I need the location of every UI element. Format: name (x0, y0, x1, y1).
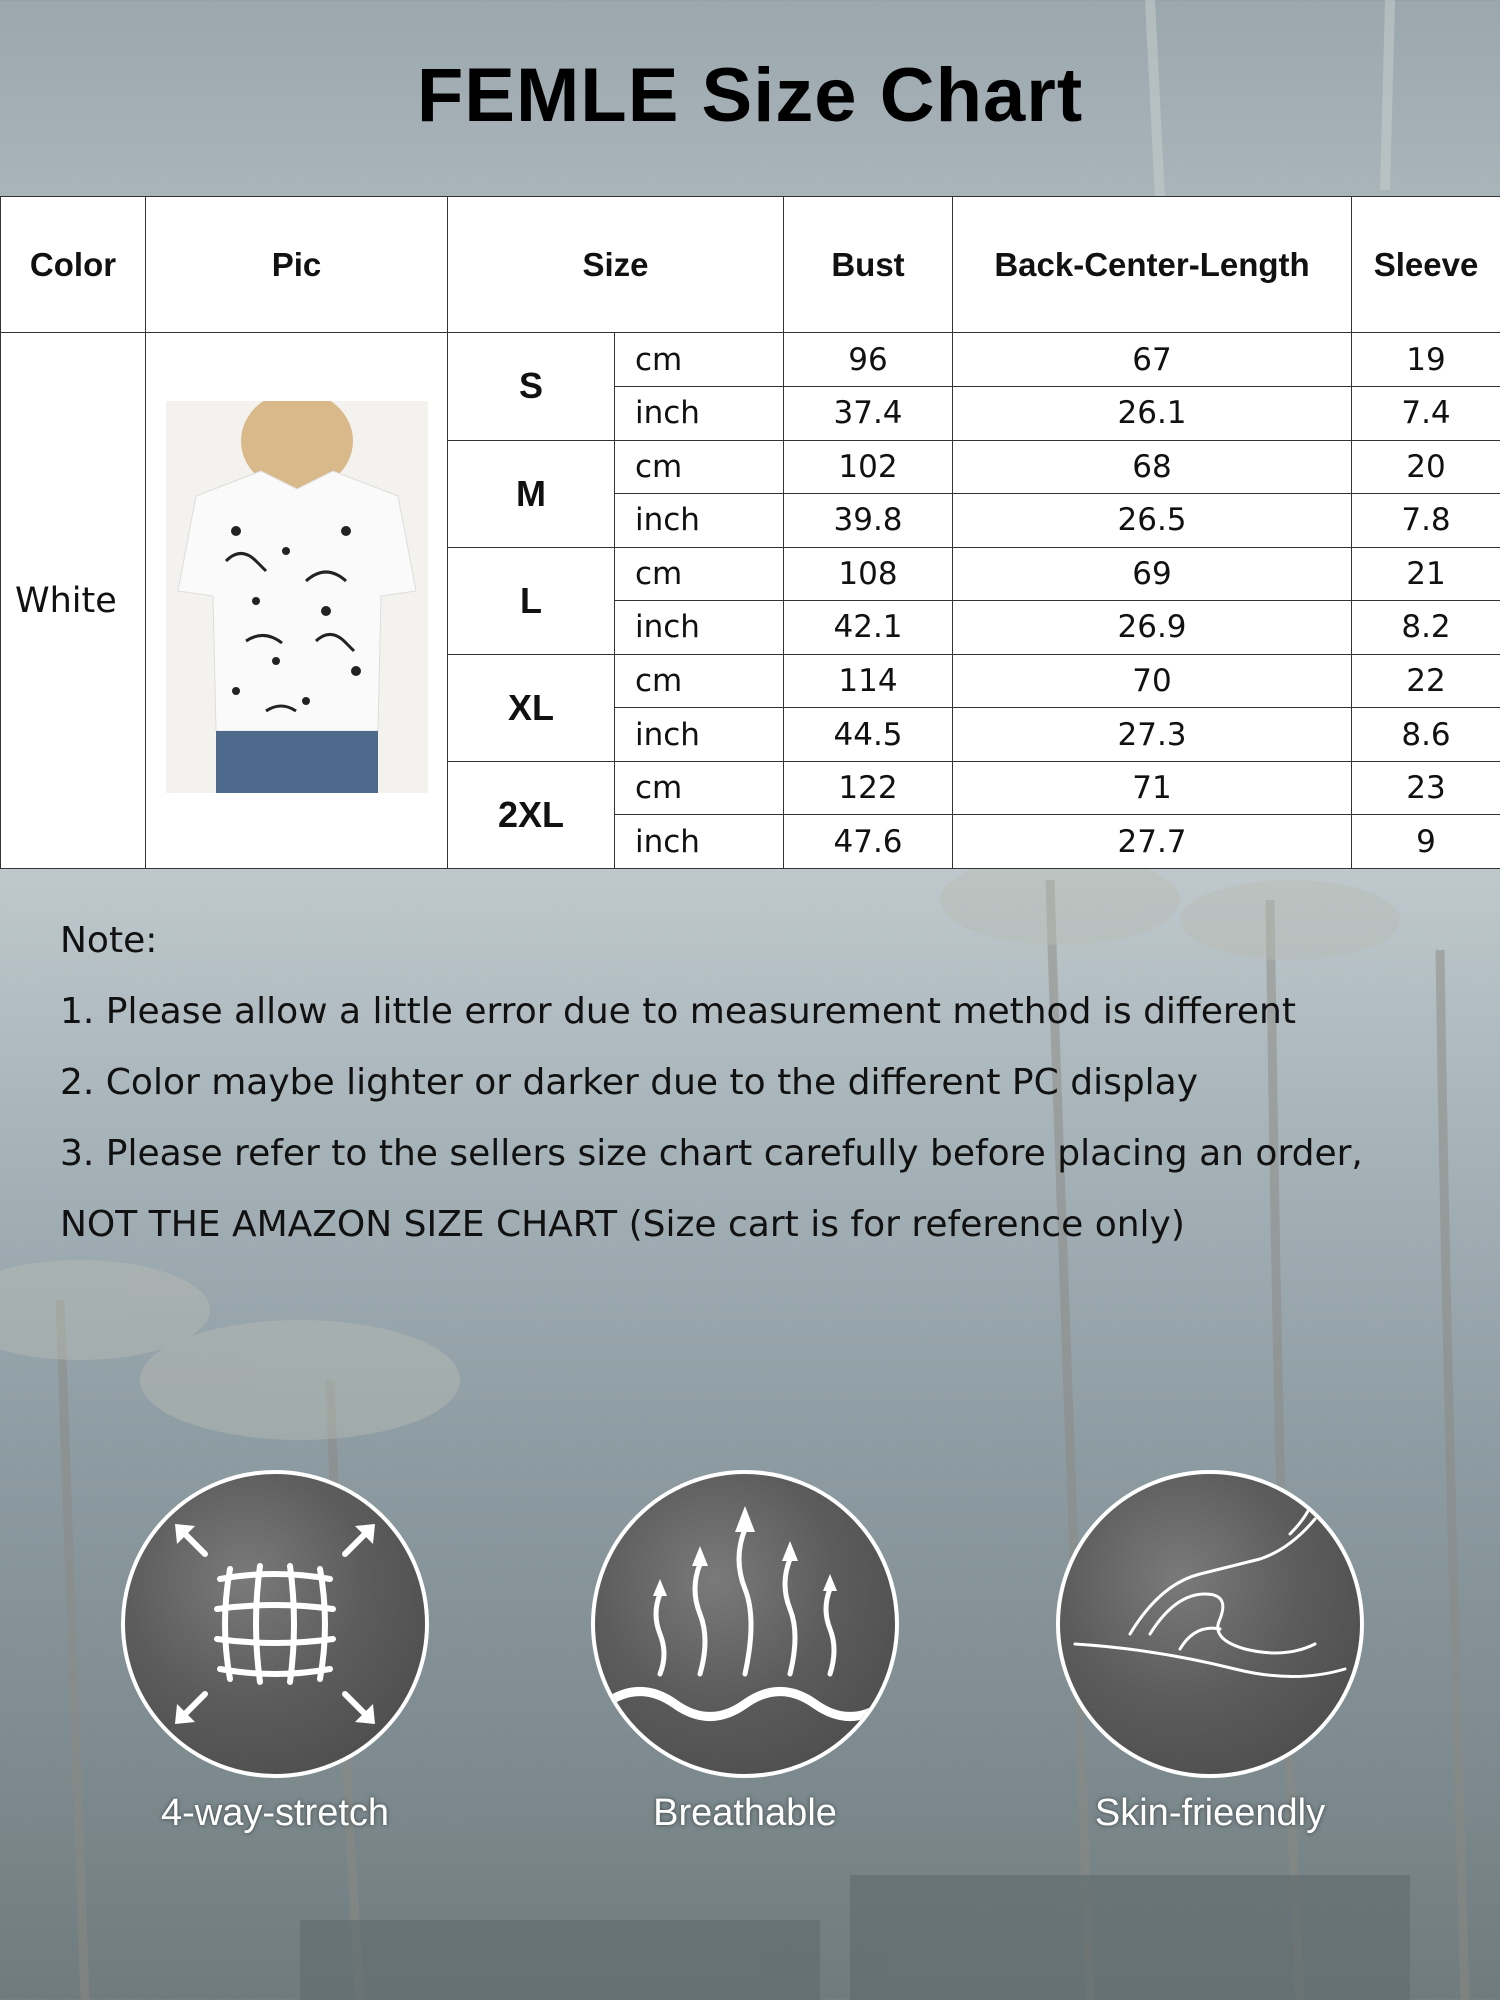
size-label: S (448, 333, 615, 440)
bust-value: 114 (784, 654, 953, 708)
sleeve-value: 7.8 (1352, 494, 1500, 548)
size-label: XL (448, 654, 615, 761)
unit-label: cm (615, 654, 784, 708)
unit-label: cm (615, 761, 784, 815)
back-length-value: 67 (953, 333, 1352, 387)
bust-value: 122 (784, 761, 953, 815)
size-label: L (448, 547, 615, 654)
back-length-value: 71 (953, 761, 1352, 815)
sleeve-value: 21 (1352, 547, 1500, 601)
table-row (1, 333, 1500, 387)
size-chart-table (0, 196, 1500, 869)
header-color: Color (1, 197, 146, 333)
stretch-icon (121, 1470, 429, 1778)
note-line-1: 1. Please allow a little error due to measurement method is different (60, 991, 1296, 1032)
sleeve-value: 22 (1352, 654, 1500, 708)
unit-label: inch (615, 815, 784, 869)
bust-value: 102 (784, 440, 953, 494)
size-label: 2XL (448, 761, 615, 868)
feature-stretch (120, 1470, 430, 1835)
back-length-value: 27.7 (953, 815, 1352, 869)
note-line-4: NOT THE AMAZON SIZE CHART (Size cart is for reference only) (60, 1204, 1185, 1245)
header-pic: Pic (146, 197, 448, 333)
back-length-value: 26.1 (953, 386, 1352, 440)
header-back-center-length: Back-Center-Length (953, 197, 1352, 333)
size-label: M (448, 440, 615, 547)
table-header-row (1, 197, 1500, 333)
sleeve-value: 20 (1352, 440, 1500, 494)
feature-skin-friendly-label: Skin-frieendly (1094, 1792, 1326, 1834)
sleeve-value: 8.2 (1352, 601, 1500, 655)
unit-label: cm (615, 547, 784, 601)
note-heading: Note: (60, 920, 158, 961)
tshirt-model-image (166, 401, 428, 793)
breathable-icon (591, 1470, 899, 1778)
back-length-value: 26.9 (953, 601, 1352, 655)
sleeve-value: 9 (1352, 815, 1500, 869)
unit-label: inch (615, 601, 784, 655)
bust-value: 39.8 (784, 494, 953, 548)
unit-label: inch (615, 494, 784, 548)
bust-value: 96 (784, 333, 953, 387)
sleeve-value: 19 (1352, 333, 1500, 387)
sleeve-value: 7.4 (1352, 386, 1500, 440)
notes-section (60, 905, 1480, 1260)
note-line-2: 2. Color maybe lighter or darker due to the different PC display (60, 1062, 1199, 1103)
unit-label: inch (615, 386, 784, 440)
bust-value: 108 (784, 547, 953, 601)
back-length-value: 68 (953, 440, 1352, 494)
product-picture (146, 333, 448, 869)
sleeve-value: 8.6 (1352, 708, 1500, 762)
header-size: Size (448, 197, 784, 333)
back-length-value: 69 (953, 547, 1352, 601)
bust-value: 42.1 (784, 601, 953, 655)
bust-value: 37.4 (784, 386, 953, 440)
feature-breathable (590, 1470, 900, 1835)
unit-label: cm (615, 333, 784, 387)
back-length-value: 26.5 (953, 494, 1352, 548)
unit-label: cm (615, 440, 784, 494)
bust-value: 47.6 (784, 815, 953, 869)
color-value: White (1, 333, 146, 869)
header-bust: Bust (784, 197, 953, 333)
feature-breathable-label: Breathable (653, 1792, 837, 1834)
feature-skin-friendly (1055, 1470, 1365, 1835)
note-line-3: 3. Please refer to the sellers size chart carefully before placing an order, (60, 1133, 1363, 1174)
unit-label: inch (615, 708, 784, 762)
hand-icon (1056, 1470, 1364, 1778)
page-title: FEMLE Size Chart (416, 53, 1084, 138)
feature-stretch-label: 4-way-stretch (160, 1792, 390, 1834)
back-length-value: 27.3 (953, 708, 1352, 762)
header-sleeve: Sleeve (1352, 197, 1500, 333)
sleeve-value: 23 (1352, 761, 1500, 815)
bust-value: 44.5 (784, 708, 953, 762)
back-length-value: 70 (953, 654, 1352, 708)
